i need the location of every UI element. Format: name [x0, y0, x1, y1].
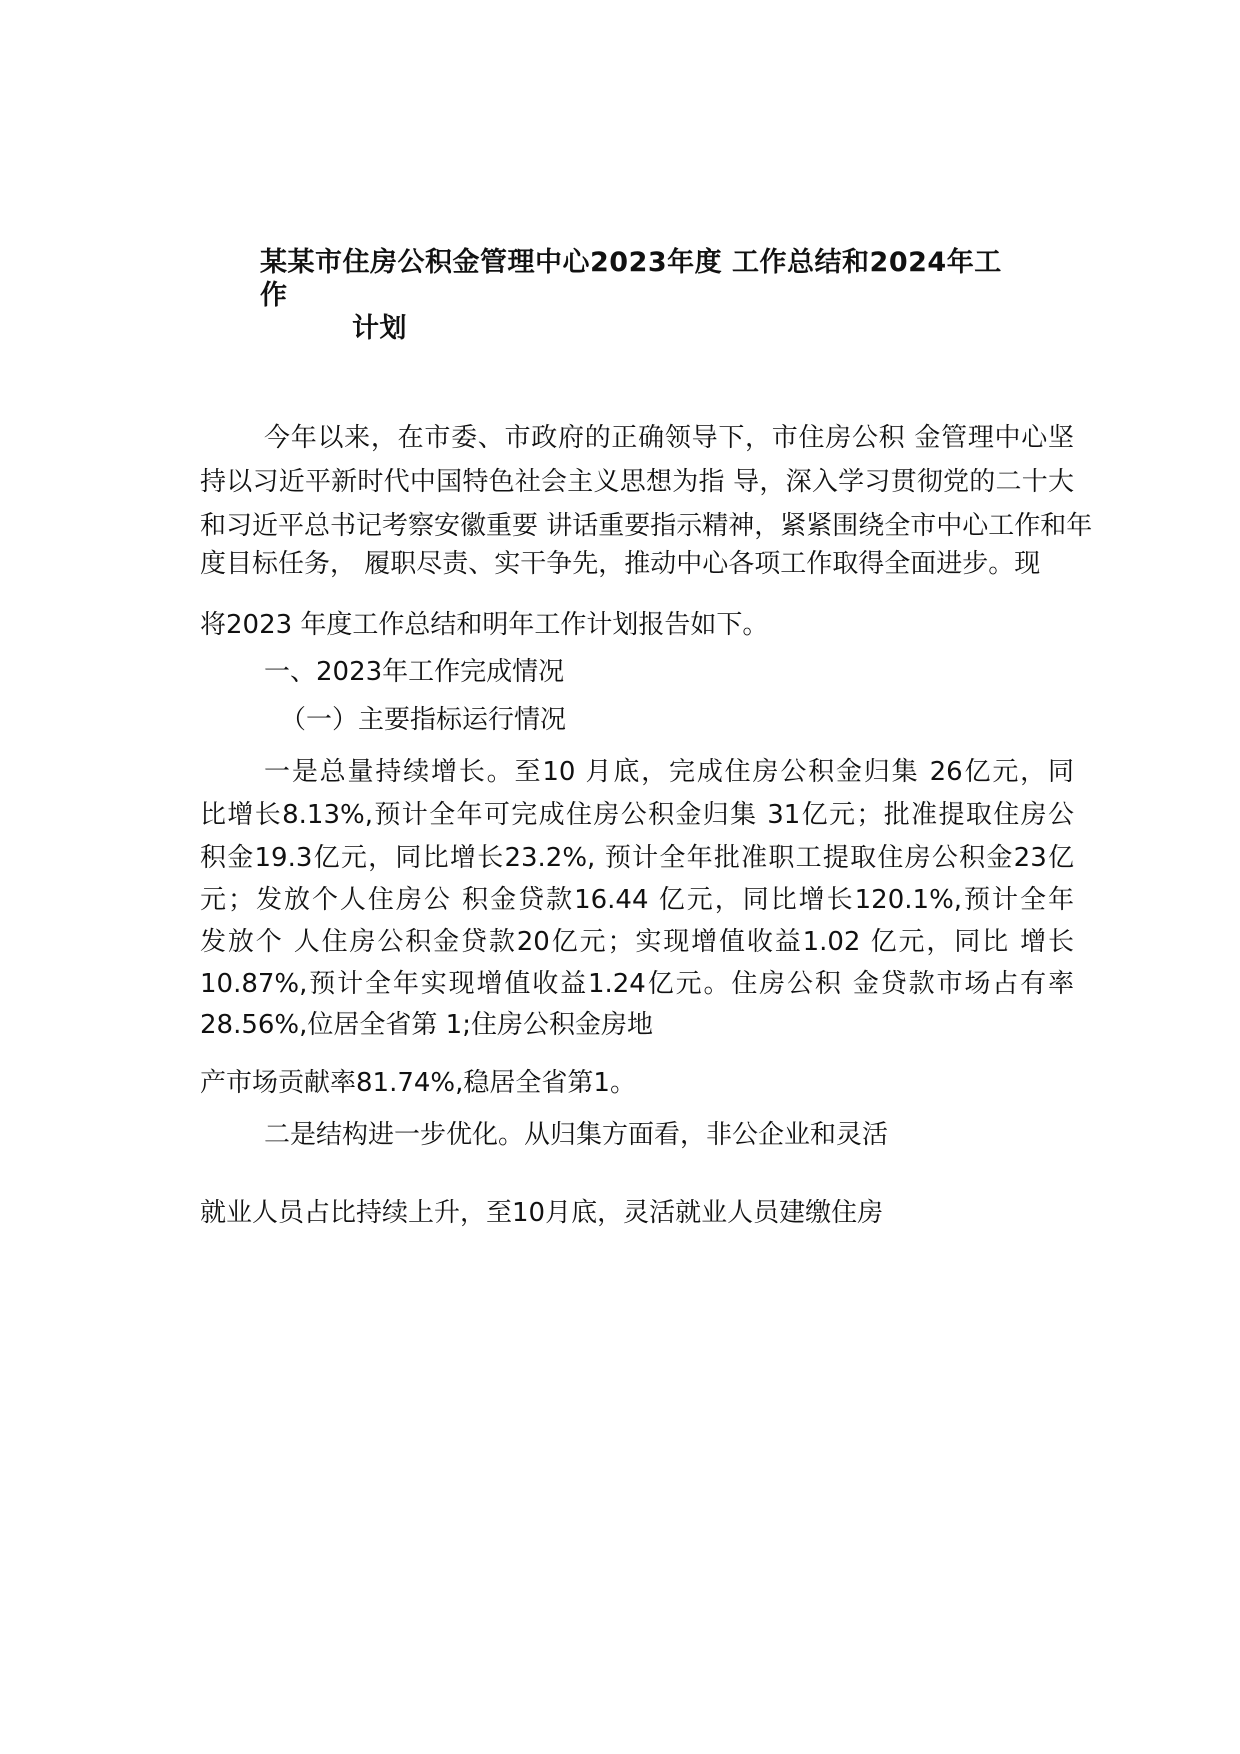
subsection-heading: （一）主要指标运行情况 — [280, 705, 567, 735]
paragraph-line: 28.56%,位居全省第 1;住房公积金房地 — [200, 1010, 653, 1040]
paragraph-line: 发放个 人住房公积金贷款20亿元；实现增值收益1.02 亿元，同比 增长 — [200, 927, 1074, 957]
paragraph-line: 二是结构进一步优化。从归集方面看，非公企业和灵活 — [264, 1120, 889, 1150]
paragraph-line: 一是总量持续增长。至10 月底，完成住房公积金归集 26亿元，同 — [264, 757, 1074, 787]
paragraph-line: 度目标任务， 履职尽责、实干争先，推动中心各项工作取得全面进步。现 — [200, 549, 1041, 579]
paragraph-line: 元；发放个人住房公 积金贷款16.44 亿元，同比增长120.1%,预计全年 — [200, 885, 1074, 915]
paragraph-line: 10.87%,预计全年实现增值收益1.24亿元。住房公积 金贷款市场占有率 — [200, 969, 1074, 999]
title-line-1: 某某市住房公积金管理中心2023年度 工作总结和2024年工作 — [260, 247, 1002, 311]
paragraph-line: 产市场贡献率81.74%,稳居全省第1。 — [200, 1068, 636, 1098]
paragraph-line: 积金19.3亿元，同比增长23.2%, 预计全年批准职工提取住房公积金23亿 — [200, 843, 1074, 873]
paragraph-line: 就业人员占比持续上升，至10月底，灵活就业人员建缴住房 — [200, 1198, 884, 1228]
paragraph-line: 比增长8.13%,预计全年可完成住房公积金归集 31亿元；批准提取住房公 — [200, 800, 1074, 830]
section-heading: 一、2023年工作完成情况 — [264, 657, 565, 687]
paragraph-line: 持以习近平新时代中国特色社会主义思想为指 导，深入学习贯彻党的二十大 — [200, 467, 1074, 497]
title-line-2: 计划 — [352, 313, 407, 344]
paragraph-line: 今年以来，在市委、市政府的正确领导下，市住房公积 金管理中心坚 — [264, 423, 1074, 453]
paragraph-line: 和习近平总书记考察安徽重要 讲话重要指示精神，紧紧围绕全市中心工作和年 — [200, 511, 1093, 541]
document-title — [260, 246, 1020, 345]
paragraph-line: 将2023 年度工作总结和明年工作计划报告如下。 — [200, 610, 769, 640]
